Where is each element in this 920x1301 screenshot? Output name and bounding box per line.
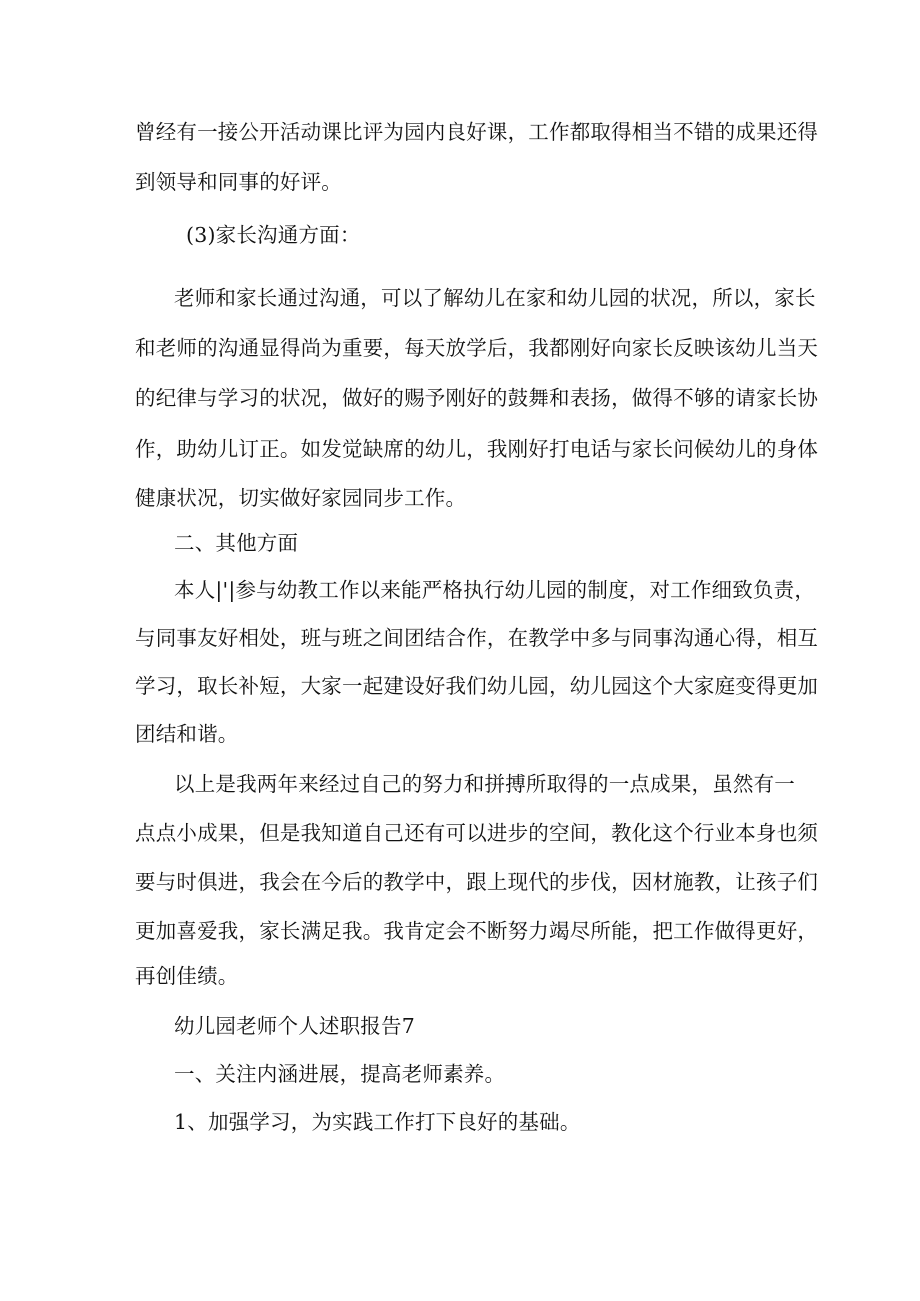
section-heading: 1、加强学习，为实践工作打下良好的基础。 [174, 1110, 581, 1134]
text-line: 的纪律与学习的状况，做好的赐予刚好的鼓舞和表扬，做得不够的请家长协 [135, 386, 819, 410]
section-heading: 二、其他方面 [174, 531, 299, 555]
text-line: 健康状况，切实做好家园同步工作。 [135, 486, 467, 510]
section-heading: 一、关注内涵进展，提高老师素养。 [174, 1062, 506, 1086]
text-line: 作，助幼儿订正。如发觉缺席的幼儿，我刚好打电话与家长问候幼儿的身体 [135, 437, 819, 461]
text-line: 团结和谐。 [135, 722, 239, 746]
text-line: 要与时俱进，我会在今后的教学中，跟上现代的步伐，因材施教，让孩子们 [135, 870, 819, 894]
text-line: 点点小成果，但是我知道自己还有可以进步的空间，教化这个行业本身也须 [135, 821, 819, 845]
section-heading: (3)家长沟通方面： [186, 223, 361, 247]
text-line: 学习，取长补短，大家一起建设好我们幼儿园，幼儿园这个大家庭变得更加 [135, 674, 819, 698]
text-line: 与同事友好相处，班与班之间团结合作，在教学中多与同事沟通心得，相互 [135, 626, 819, 650]
text-line: 以上是我两年来经过自己的努力和拼搏所取得的一点成果，虽然有一 [174, 772, 795, 796]
text-line: 再创佳绩。 [135, 964, 239, 988]
text-line: 到领导和同事的好评。 [135, 170, 342, 194]
text-line: 和老师的沟通显得尚为重要，每天放学后，我都刚好向家长反映该幼儿当天 [135, 336, 819, 360]
text-line: 老师和家长通过沟通，可以了解幼儿在家和幼儿园的状况，所以，家长 [174, 286, 816, 310]
text-line: 本人|'|参与幼教工作以来能严格执行幼儿园的制度，对工作细致负责， [174, 578, 816, 602]
text-line: 更加喜爱我，家长满足我。我肯定会不断努力竭尽所能，把工作做得更好， [135, 919, 819, 943]
section-heading: 幼儿园老师个人述职报告7 [174, 1014, 415, 1038]
text-line: 曾经有一接公开活动课比评为园内良好课，工作都取得相当不错的成果还得 [135, 120, 819, 144]
